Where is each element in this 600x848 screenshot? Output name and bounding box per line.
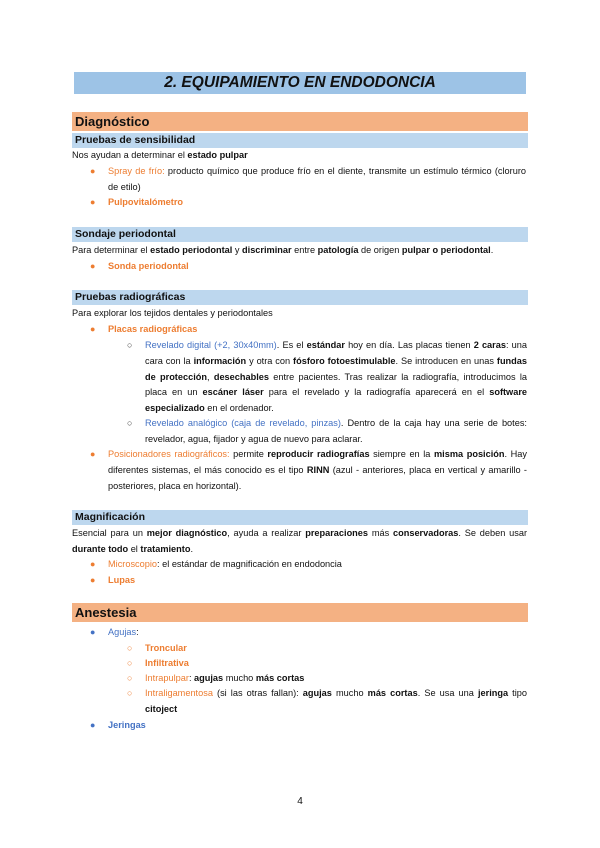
radiograficas-intro: Para explorar los tejidos dentales y periodontales [72, 308, 273, 318]
placas-item: Placas radiográficas [108, 324, 198, 334]
sondaje-intro: Para determinar el estado periodontal y discriminar entre patología de origen pulpar o periodontal. [72, 245, 494, 255]
bullet-dot: ● [90, 324, 96, 334]
bullet-dot: ● [90, 166, 96, 176]
sub-bullet-circle: ○ [127, 418, 133, 428]
page-title: 2. EQUIPAMIENTO EN ENDODONCIA [74, 72, 526, 94]
sub-bullet-circle: ○ [127, 643, 133, 653]
lupas-item: Lupas [108, 575, 136, 585]
bullet-dot: ● [90, 575, 96, 585]
posicionadores-item: Posicionadores radiográficos: permite reproducir radiografías siempre en la misma posición. Hay diferentes sistemas, el más conocido es el tipo RINN (azul - anteriores, placa en vertical y amarillo - posteriores, placa en horizontal). [108, 449, 527, 491]
spray-item: Spray de frío: producto químico que produce frío en el diente, transmite un estímulo térmico (cloruro de etilo) [108, 166, 526, 192]
bullet-dot: ● [90, 559, 96, 569]
sub-bullet-circle: ○ [127, 688, 133, 698]
intrapulpar-item: Intrapulpar: agujas mucho más cortas [145, 673, 305, 683]
bullet-dot: ● [90, 197, 96, 207]
infiltrativa-item: Infiltrativa [145, 658, 189, 668]
agujas-item: Agujas: [108, 627, 139, 637]
subsection-magnificacion-heading: Magnificación [72, 510, 528, 525]
troncular-item: Troncular [145, 643, 187, 653]
magnificacion-intro: Esencial para un mejor diagnóstico, ayuda a realizar preparaciones más conservadoras. Se deben usar durante todo el tratamiento. [72, 528, 528, 554]
revelado-digital-item: Revelado digital (+2, 30x40mm). Es el estándar hoy en día. Las placas tienen 2 caras: una cara con la información y otra con fósforo fotoestimulable. Se introducen en unas fundas de protección, desechables entre pacientes. Tras realizar la radiografía, introducimos la placa en un escáner láser para el revelado y la radiografía aparecerá en el software especializado en el ordenador. [145, 340, 528, 414]
bullet-dot: ● [90, 261, 96, 271]
intraligamentosa-item: Intraligamentosa (si las otras fallan): agujas mucho más cortas. Se usa una jeringa tipo citoject [145, 688, 527, 714]
microscopio-item: Microscopio: el estándar de magnificación en endodoncia [108, 559, 342, 569]
revelado-analogico-item: Revelado analógico (caja de revelado, pinzas). Dentro de la caja hay una serie de botes: revelador, agua, fijador y agua de nuevo para aclarar. [145, 418, 527, 444]
pulpovitalometro-item: Pulpovitalómetro [108, 197, 184, 207]
bullet-dot: ● [90, 720, 96, 730]
sonda-item: Sonda periodontal [108, 261, 189, 271]
bullet-dot: ● [90, 627, 96, 637]
page-number: 4 [297, 796, 303, 807]
sensibilidad-intro: Nos ayudan a determinar el estado pulpar [72, 150, 248, 160]
sub-bullet-circle: ○ [127, 658, 133, 668]
jeringas-item: Jeringas [108, 720, 146, 730]
section-diagnostico-heading: Diagnóstico [72, 112, 528, 131]
subsection-radiograficas-heading: Pruebas radiográficas [72, 290, 528, 305]
sub-bullet-circle: ○ [127, 673, 133, 683]
bullet-dot: ● [90, 449, 96, 459]
subsection-sensibilidad-heading: Pruebas de sensibilidad [72, 133, 528, 148]
subsection-sondaje-heading: Sondaje periodontal [72, 227, 528, 242]
sub-bullet-circle: ○ [127, 340, 133, 350]
section-anestesia-heading: Anestesia [72, 603, 528, 622]
